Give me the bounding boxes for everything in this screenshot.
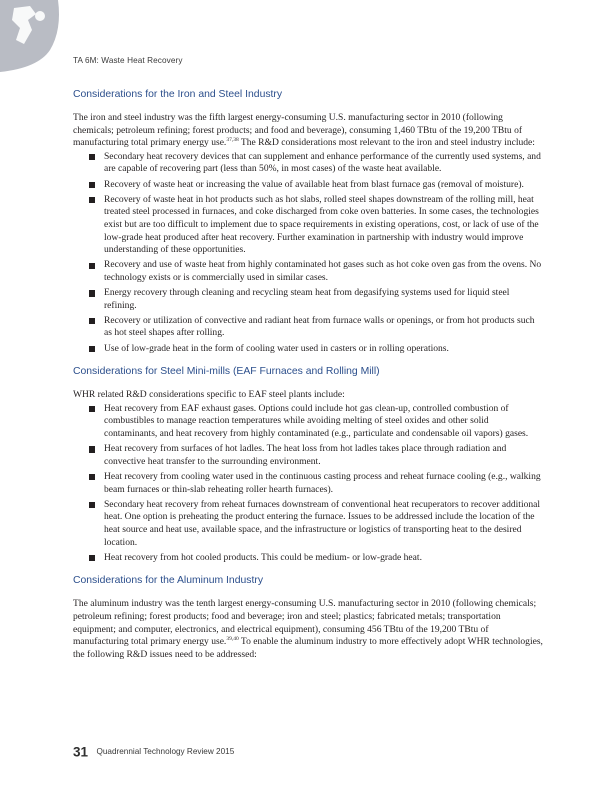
page-footer — [73, 743, 234, 761]
page-number: 31 — [73, 744, 89, 760]
reference-superscript: 37,38 — [226, 137, 239, 144]
square-bullet-icon — [89, 182, 95, 188]
square-bullet-icon — [89, 318, 95, 324]
list-item: Recovery and use of waste heat from highly contaminated hot gases such as hot coke oven gas from the ovens. No technology exists or is commercially used in similar cases. — [73, 259, 543, 284]
square-bullet-icon — [89, 446, 95, 452]
section-intro: WHR related R&D considerations specific to EAF steel plants include: — [73, 389, 345, 401]
square-bullet-icon — [89, 197, 95, 203]
section-heading: Considerations for the Aluminum Industry — [73, 575, 264, 587]
square-bullet-icon — [89, 346, 95, 352]
list-item: Recovery of waste heat in hot products such as hot slabs, rolled steel shapes downstream of the rolling mill, heat treated steel processed in furnaces, and coke discharged from coke oven batteries. In some cases, the technologies exist but are too difficult to implement due to space requirements in existing operations, cost, or lack of use of the low-grade heat produced after heat recovery. Further examination in partnership with industry would improve understanding of these opportunities. — [73, 194, 543, 257]
section-intro: The iron and steel industry was the fifth largest energy-consuming U.S. manufacturing sector in 2010 (following chemicals; petroleum refining; forest products; and food and beverage), consuming 1,460 TBtu of the 19,200 TBtu of manufacturing total primary energy use.$^{37,38}$ The R&D considerations most relevant to the iron and steel industry include: — [73, 112, 535, 149]
square-bullet-icon — [89, 263, 95, 269]
list-item: Heat recovery from hot cooled products. This could be medium- or low-grade heat. — [73, 552, 543, 565]
square-bullet-icon — [89, 502, 95, 508]
square-bullet-icon — [89, 154, 95, 160]
list-item: Secondary heat recovery devices that can supplement and enhance performance of the currently used systems, and are capable of recovering part (less than 50%, in most cases) of the waste heat available. — [73, 151, 543, 176]
section-intro: The aluminum industry was the tenth largest energy-consuming U.S. manufacturing sector in 2010 (following chemicals; petroleum refining; forest products; food and beverage; iron and steel; plastics; fabricated metals; transportation equipment; and computer, electronics, and electrical equipment), consuming 456 TBtu of the 19,200 TBtu of manufacturing total primary energy use.$^{39,40}$ To enable the aluminum industry to more effectively adopt WHR technologies, the following R&D issues need to be addressed: — [73, 598, 543, 660]
square-bullet-icon — [89, 290, 95, 296]
list-item: Use of low-grade heat in the form of cooling water used in casters or in rolling operations. — [73, 343, 543, 356]
section-heading: Considerations for the Iron and Steel Industry — [73, 89, 283, 100]
square-bullet-icon — [89, 406, 95, 412]
bullet-list — [73, 151, 543, 355]
list-item: Secondary heat recovery from reheat furnaces downstream of conventional heat recuperators to recover additional heat. One option is preheating the product entering the furnace. Issues to be addressed include the location of the heat source and heat use, available space, and the infrastructure or logistics of transporting heat to the desired location. — [73, 499, 543, 549]
list-item: Recovery or utilization of convective and radiant heat from furnace walls or openings, or from hot products such as hot steel shapes after rolling. — [73, 315, 543, 340]
reference-superscript: 39,40 — [226, 636, 239, 643]
square-bullet-icon — [89, 555, 95, 561]
corner-robot-graphic — [0, 0, 62, 72]
running-header: TA 6M: Waste Heat Recovery — [73, 56, 183, 65]
page-content — [73, 88, 543, 670]
section-steel-minimills — [73, 365, 543, 564]
list-item: Heat recovery from EAF exhaust gases. Options could include hot gas clean-up, controlled combustion of combustibles to manage reaction temperatures while avoiding melting of steel oxides and other solid contaminants, and heat recovery from highly contaminated (e.g., particulate and condensable oil vapors) gases. — [73, 403, 543, 441]
section-heading: Considerations for Steel Mini-mills (EAF Furnaces and Rolling Mill) — [73, 366, 380, 378]
section-aluminum — [73, 574, 543, 661]
list-item: Recovery of waste heat or increasing the value of available heat from blast furnace gas (removal of moisture). — [73, 179, 543, 192]
list-item: Energy recovery through cleaning and recycling steam heat from degasifying systems used for liquid steel refining. — [73, 287, 543, 312]
section-iron-steel — [73, 88, 543, 355]
bullet-list — [73, 403, 543, 565]
list-item: Heat recovery from cooling water used in the continuous casting process and reheat furnace cooling (e.g., walking beam furnaces or thin-slab reheating roller hearth furnaces). — [73, 471, 543, 496]
square-bullet-icon — [89, 474, 95, 480]
list-item: Heat recovery from surfaces of hot ladles. The heat loss from hot ladles takes place through radiation and convective heat transfer to the surrounding environment. — [73, 443, 543, 468]
footer-title: Quadrennial Technology Review 2015 — [96, 747, 235, 757]
